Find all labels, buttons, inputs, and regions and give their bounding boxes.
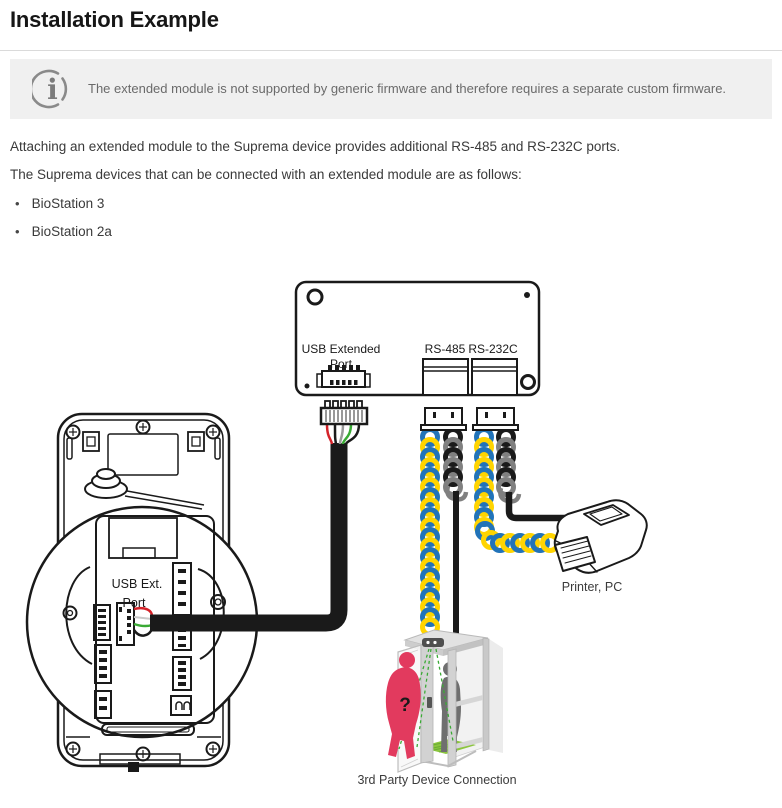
rs232c-plug: [473, 408, 518, 430]
rs485-power-pair: [446, 430, 467, 641]
rs485-data-pair: [423, 430, 438, 635]
info-icon-glyph: i: [47, 73, 58, 106]
label-usb-ext-port-line1: USB Ext.: [111, 577, 163, 591]
rs232c-data-pair: [477, 430, 558, 551]
devices-paragraph: The Suprema devices that can be connected with an extended module are as follows:: [10, 167, 522, 182]
door-handle: [427, 697, 432, 708]
gate-back-column: [483, 638, 489, 751]
label-usb-extended-port-line2: Port: [329, 357, 353, 371]
info-icon: [32, 69, 72, 109]
extended-module-board: [296, 282, 539, 395]
bullet-marker: •: [15, 223, 20, 239]
screw-hole-icon: [305, 384, 310, 389]
rs485-plug: [421, 408, 466, 430]
label-third-party-device: 3rd Party Device Connection: [357, 773, 517, 787]
black-wire: [335, 424, 336, 444]
white-wire: [340, 424, 343, 444]
suprema-device-back: [27, 414, 257, 772]
installation-diagram: [0, 257, 782, 808]
page-title: Installation Example: [0, 0, 782, 51]
label-usb-extended-port-line1: USB Extended: [301, 342, 381, 356]
rs232c-terminal: [472, 359, 517, 395]
note-box: [10, 59, 772, 119]
gate-illustration: [386, 630, 503, 772]
installation-diagram-svg: [0, 257, 782, 803]
usb-cable-plug: [321, 401, 367, 424]
note-text: The extended module is not supported by generic firmware and therefore requires a separate custom firmware.: [88, 81, 727, 96]
bullet-text-biostation2a: BioStation 2a: [31, 223, 112, 239]
bullet-text-biostation3: BioStation 3: [31, 195, 105, 211]
screw-hole-icon: [524, 292, 530, 298]
list-item: [10, 189, 772, 217]
printer-illustration: [555, 500, 647, 572]
bottom-tab: [128, 762, 139, 772]
label-printer-pc: Printer, PC: [561, 580, 623, 594]
label-rs232c: RS-232C: [468, 342, 518, 356]
rs485-terminal: [423, 359, 468, 395]
label-usb-ext-port-line2: Port: [122, 596, 146, 610]
gate-front-right-column: [448, 649, 456, 767]
gate-shadow: [489, 639, 503, 753]
list-item: [10, 217, 772, 245]
label-rs485: RS-485: [424, 342, 466, 356]
red-wire: [327, 424, 332, 444]
gate-camera-icon: [422, 638, 444, 647]
intro-paragraph: Attaching an extended module to the Suprema device provides additional RS-485 and RS-232C ports.: [10, 139, 621, 154]
rs232c-power-pair: [499, 430, 575, 519]
rs485-cable: [421, 408, 466, 640]
device-bullet-list: [10, 189, 772, 245]
question-mark-label: ?: [399, 695, 411, 716]
bullet-marker: •: [15, 195, 20, 211]
